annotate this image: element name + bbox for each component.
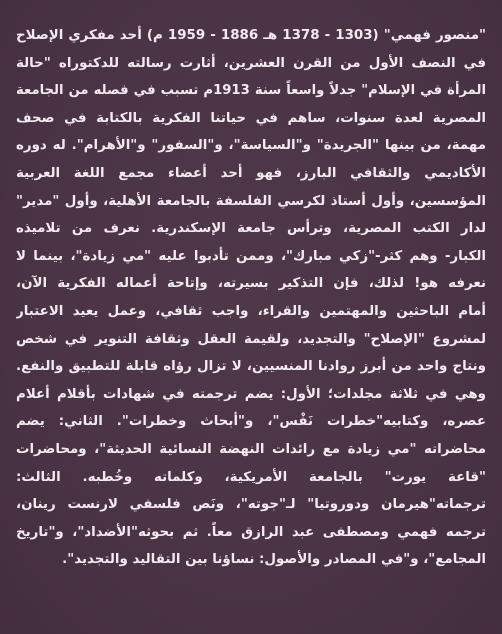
text-line: المصرية لعدة سنوات، ساهم في حياتنا الفكرية بالكتابة في صحف — [16, 110, 486, 126]
text-line: مهمة، من بينها "الجريدة" و"السياسة"، و"السفور" و"الأهرام". له دوره — [16, 138, 486, 154]
text-line: لدار الكتب المصرية، وترأس جامعة الإسكندرية. نعرف من تلاميذه — [16, 221, 486, 237]
text-line: نعرفه هو! لذلك، فإن التذكير بسيرته، وإتاحة أعماله الفكرية الآن، — [16, 276, 486, 292]
text-line: المؤسسين، وأول أستاذ لكرسي الفلسفة بالجامعة الأهلية، وأول "مدير" — [16, 193, 486, 209]
text-line: المرأة في الإسلام" جدلاً واسعاً سنة 1913م تسبب في فصله من الجامعة — [16, 83, 486, 99]
text-line: الأكاديمي والثقافي البارز، فهو أحد أعضاء مجمع اللغة العربية — [16, 165, 486, 181]
text-line: "منصور فهمي" (1303 - 1378 هـ 1886 - 1959 م) أحد مفكري الإصلاح — [16, 28, 486, 43]
text-line: محاضراته "مي زيادة مع رائدات النهضة النسائية الحديثة"، ومحاضرات — [16, 441, 486, 457]
text-line: عصره، وكتابيه"خطرات نَفْس"، و"أبحاث وخطرات". الثاني: يضم — [16, 414, 486, 430]
text-line: ترجمه فهمي ومصطفى عبد الرازق معاً. ثم بحوثه"الأضداد"، و"تاريخ — [16, 524, 486, 540]
text-line: لمشروع "الإصلاح" والتجديد، ولقيمة العقل وثقافة التنوير في شخص — [16, 331, 486, 347]
text-line: في النصف الأول من القرن العشرين، أثارت رسالته للدكتوراه "حالة — [16, 55, 486, 71]
text-line: وهي في ثلاثة مجلدات؛ الأول: يضم ترجمته في شهادات بأقلام أعلام — [16, 386, 486, 402]
text-line-last: المجامع"، و"في المصادر والأصول: نساؤنا بين التقاليد والتجديد". — [62, 552, 486, 568]
author-description-paragraph — [16, 22, 486, 574]
text-line: "قاعة يورت" بالجامعة الأمريكية، وكلماته وخُطبه. الثالث: — [16, 469, 486, 485]
text-line: أمام الباحثين والمهتمين والقراء، واجب ثقافي، وعمل يعيد الاعتبار — [16, 303, 486, 319]
text-line: ترجماته"هيرمان ودوروتيا" لـ"جوته"، ونَص فلسفي لارنست رينان، — [16, 497, 486, 513]
text-line: الكبار- وهم كثر-"زكي مبارك"، وممن تأدبوا عليه "مي زيادة"، بينما لا — [16, 248, 486, 264]
text-line: ونتاج واحد من أبرز روادنا المنسيين، لا تزال رؤاه قابلة للتطبيق والنفع. — [16, 359, 486, 375]
